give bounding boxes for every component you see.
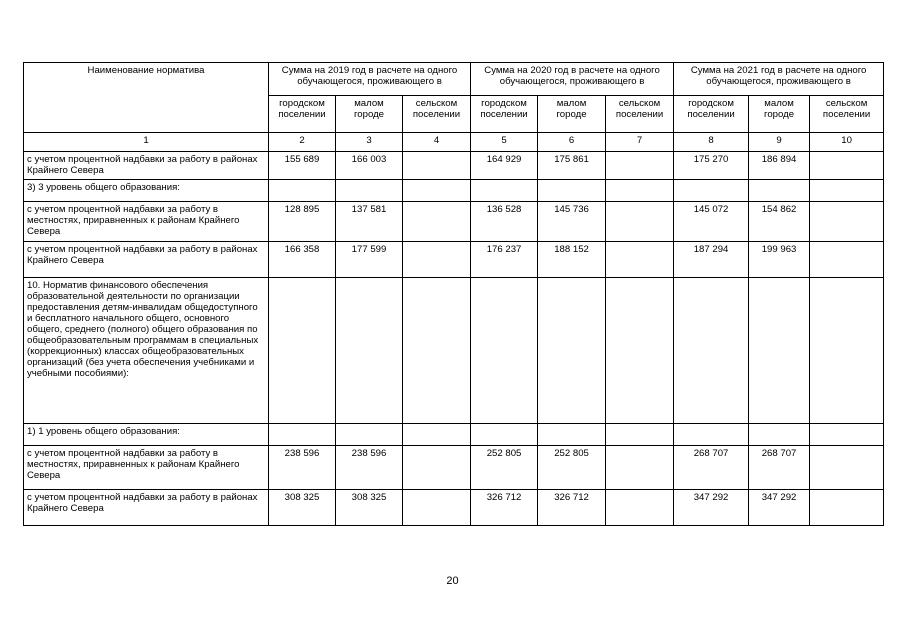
column-number: 6 [538,133,606,152]
subheader-small-town: малом городе [538,96,606,133]
value-cell [810,490,884,526]
row-name-cell: с учетом процентной надбавки за работу в районах Крайнего Севера [24,242,269,278]
column-number: 4 [403,133,471,152]
value-cell [810,242,884,278]
header-row-column-numbers [24,133,884,152]
value-cell: 188 152 [538,242,606,278]
value-cell [403,180,471,202]
value-cell: 145 736 [538,202,606,242]
value-cell [606,242,674,278]
value-cell [403,202,471,242]
value-cell [269,278,336,424]
value-cell [471,424,538,446]
value-cell [606,278,674,424]
value-cell: 177 599 [336,242,403,278]
row-name-cell: с учетом процентной надбавки за работу в районах Крайнего Севера [24,152,269,180]
value-cell: 252 805 [471,446,538,490]
table-row [24,446,884,490]
column-number: 1 [24,133,269,152]
value-cell: 308 325 [269,490,336,526]
value-cell [749,424,810,446]
value-cell: 347 292 [749,490,810,526]
value-cell: 238 596 [336,446,403,490]
value-cell: 136 528 [471,202,538,242]
value-cell [403,490,471,526]
value-cell [336,180,403,202]
value-cell [269,424,336,446]
value-cell: 199 963 [749,242,810,278]
value-cell [403,424,471,446]
value-cell [403,242,471,278]
value-cell: 347 292 [674,490,749,526]
value-cell [606,180,674,202]
year-2020-header: Сумма на 2020 год в расчете на одного обучающегося, проживающего в [471,63,674,96]
value-cell [606,490,674,526]
value-cell [810,180,884,202]
value-cell: 186 894 [749,152,810,180]
subheader-rural: сельском поселении [403,96,471,133]
table-row [24,424,884,446]
column-number: 2 [269,133,336,152]
column-number: 10 [810,133,884,152]
value-cell [471,278,538,424]
column-number: 3 [336,133,403,152]
value-cell [538,180,606,202]
table-row [24,278,884,424]
value-cell [674,424,749,446]
value-cell: 166 003 [336,152,403,180]
value-cell [606,424,674,446]
value-cell [810,446,884,490]
value-cell: 308 325 [336,490,403,526]
value-cell [538,278,606,424]
year-2021-header: Сумма на 2021 год в расчете на одного обучающегося, проживающего в [674,63,884,96]
value-cell [674,278,749,424]
column-number: 8 [674,133,749,152]
value-cell: 326 712 [471,490,538,526]
row-name-cell: 3) 3 уровень общего образования: [24,180,269,202]
value-cell: 166 358 [269,242,336,278]
year-2019-header: Сумма на 2019 год в расчете на одного обучающегося, проживающего в [269,63,471,96]
column-number: 9 [749,133,810,152]
value-cell [336,424,403,446]
row-name-cell: 1) 1 уровень общего образования: [24,424,269,446]
value-cell [810,202,884,242]
value-cell [471,180,538,202]
value-cell: 176 237 [471,242,538,278]
value-cell: 175 861 [538,152,606,180]
name-column-header: Наименование норматива [24,63,269,133]
row-name-cell: с учетом процентной надбавки за работу в местностях, приравненных к районам Крайнего Севера [24,446,269,490]
table-row [24,490,884,526]
table-body [24,152,884,526]
page-number: 20 [446,575,459,587]
value-cell [606,152,674,180]
subheader-rural: сельском поселении [810,96,884,133]
value-cell [606,446,674,490]
value-cell: 164 929 [471,152,538,180]
value-cell [810,278,884,424]
value-cell: 326 712 [538,490,606,526]
value-cell [336,278,403,424]
value-cell: 145 072 [674,202,749,242]
value-cell: 238 596 [269,446,336,490]
value-cell: 128 895 [269,202,336,242]
value-cell: 252 805 [538,446,606,490]
table-row [24,152,884,180]
value-cell [749,180,810,202]
value-cell: 187 294 [674,242,749,278]
value-cell: 155 689 [269,152,336,180]
table-row [24,202,884,242]
subheader-small-town: малом городе [336,96,403,133]
value-cell [674,180,749,202]
normative-table [23,62,884,526]
subheader-small-town: малом городе [749,96,810,133]
value-cell [538,424,606,446]
value-cell: 268 707 [674,446,749,490]
header-row-years [24,63,884,96]
value-cell [403,152,471,180]
table-row [24,180,884,202]
row-name-cell: с учетом процентной надбавки за работу в местностях, приравненных к районам Крайнего Севера [24,202,269,242]
subheader-rural: сельском поселении [606,96,674,133]
subheader-urban: городском поселении [471,96,538,133]
value-cell: 137 581 [336,202,403,242]
value-cell [810,152,884,180]
subheader-urban: городском поселении [269,96,336,133]
value-cell [403,278,471,424]
column-number: 7 [606,133,674,152]
value-cell [810,424,884,446]
subheader-urban: городском поселении [674,96,749,133]
value-cell [606,202,674,242]
value-cell [749,278,810,424]
value-cell [403,446,471,490]
row-name-cell: 10. Норматив финансового обеспечения образовательной деятельности по организации предоставления детям-инвалидам общедоступного и бесплатного начального общего, основного общего, среднего (полного) общего образования по общеобразовательным программам в специальных (коррекционных) классах общеобразовательных организаций (без учета обеспечения учебниками и учебными пособиями): [24,278,269,424]
column-number: 5 [471,133,538,152]
value-cell: 268 707 [749,446,810,490]
value-cell: 175 270 [674,152,749,180]
value-cell: 154 862 [749,202,810,242]
table-row [24,242,884,278]
row-name-cell: с учетом процентной надбавки за работу в районах Крайнего Севера [24,490,269,526]
value-cell [269,180,336,202]
